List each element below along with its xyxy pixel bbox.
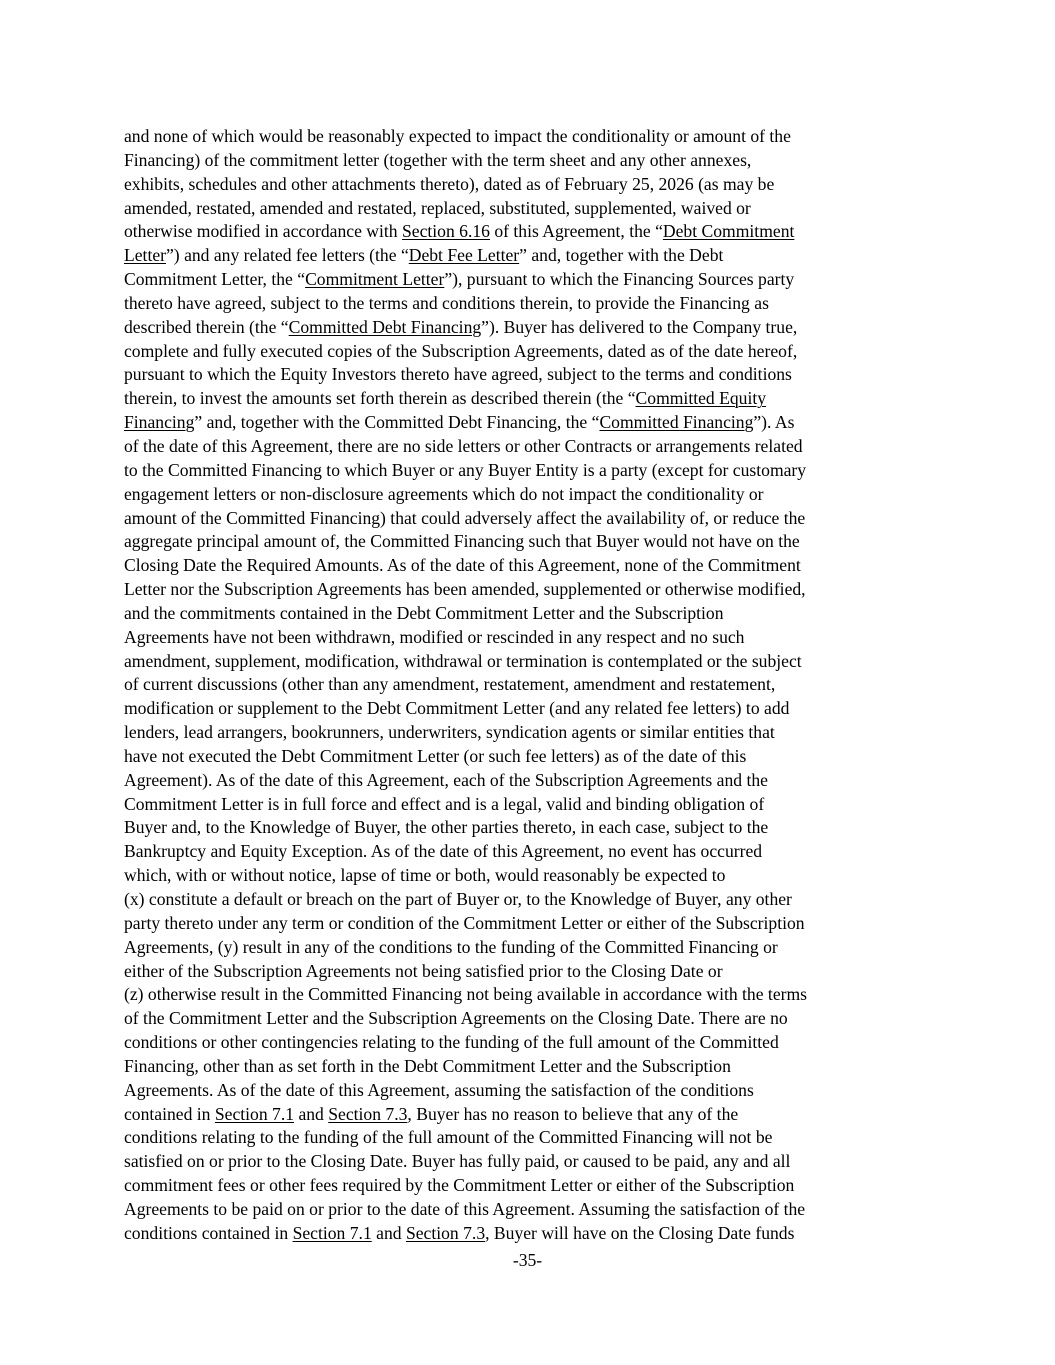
text-run: ”). Buyer has delivered to the Company true,	[481, 316, 798, 337]
text-run: Letter nor the Subscription Agreements has been amended, supplemented or otherwise modified,	[124, 579, 806, 600]
text-run: which, with or without notice, lapse of time or both, would reasonably be expected to	[124, 865, 726, 886]
text-run: Commitment Letter is in full force and effect and is a legal, valid and binding obligation of	[124, 793, 765, 814]
text-line	[124, 816, 936, 840]
text-run: Agreements to be paid on or prior to the date of this Agreement. Assuming the satisfaction of the	[124, 1198, 806, 1219]
text-run: to the Committed Financing to which Buyer or any Buyer Entity is a party (except for customary	[124, 459, 807, 480]
text-line	[124, 650, 936, 674]
text-line	[124, 220, 936, 244]
text-line	[124, 268, 936, 292]
text-line	[124, 1055, 936, 1079]
text-run: of the date of this Agreement, there are no side letters or other Contracts or arrangements related	[124, 435, 803, 456]
body-paragraph	[124, 125, 936, 1246]
text-run: conditions or other contingencies relating to the funding of the full amount of the Committed	[124, 1032, 779, 1053]
defined-term-reference: Financing	[124, 412, 195, 433]
text-line	[124, 840, 936, 864]
text-run: contained in	[124, 1103, 215, 1124]
text-line	[124, 1174, 936, 1198]
defined-term-reference: Letter	[124, 245, 166, 266]
text-line	[124, 554, 936, 578]
text-run: modification or supplement to the Debt Commitment Letter (and any related fee letters) to add	[124, 698, 790, 719]
text-run: lenders, lead arrangers, bookrunners, underwriters, syndication agents or similar entities that	[124, 722, 775, 743]
defined-term-reference: Committed Debt Financing	[288, 316, 482, 337]
text-line	[124, 173, 936, 197]
text-line	[124, 1079, 936, 1103]
text-line	[124, 1126, 936, 1150]
text-line	[124, 888, 936, 912]
text-run: amount of the Committed Financing) that could adversely affect the availability of, or reduce the	[124, 507, 806, 528]
defined-term-reference: Section 7.3	[405, 1222, 486, 1243]
text-line	[124, 1198, 936, 1222]
text-run: party thereto under any term or condition of the Commitment Letter or either of the Subscription	[124, 912, 805, 933]
text-line	[124, 244, 936, 268]
defined-term-reference: Debt Fee Letter	[408, 245, 520, 266]
text-run: aggregate principal amount of, the Committed Financing such that Buyer would not have on the	[124, 531, 800, 552]
text-line	[124, 316, 936, 340]
text-run: conditions contained in	[124, 1222, 293, 1243]
page-number: -35-	[512, 1250, 543, 1270]
text-line	[124, 411, 936, 435]
defined-term-reference: Committed Equity	[635, 388, 767, 409]
defined-term-reference: Section 6.16	[401, 221, 490, 242]
text-run: amended, restated, amended and restated, replaced, substituted, supplemented, waived or	[124, 197, 751, 218]
text-line	[124, 602, 936, 626]
text-run: Closing Date the Required Amounts. As of the date of this Agreement, none of the Commitment	[124, 555, 801, 576]
defined-term-reference: Section 7.1	[214, 1103, 295, 1124]
text-run: pursuant to which the Equity Investors thereto have agreed, subject to the terms and conditions	[124, 364, 792, 385]
defined-term-reference: Section 7.3	[328, 1103, 408, 1124]
text-line	[124, 769, 936, 793]
text-line	[124, 1150, 936, 1174]
text-line	[124, 387, 936, 411]
text-line	[124, 483, 936, 507]
text-run: (z) otherwise result in the Committed Financing not being available in accordance with the terms	[124, 984, 808, 1005]
text-run: commitment fees or other fees required by the Commitment Letter or either of the Subscription	[124, 1175, 795, 1196]
text-run: either of the Subscription Agreements not being satisfied prior to the Closing Date or	[124, 960, 723, 981]
text-line	[124, 1103, 936, 1127]
text-run: and the commitments contained in the Debt Commitment Letter and the Subscription	[124, 602, 724, 623]
text-line	[124, 507, 936, 531]
text-line	[124, 578, 936, 602]
text-run: of this Agreement, the “	[489, 221, 663, 242]
text-line	[124, 912, 936, 936]
text-line	[124, 125, 936, 149]
text-run: ” and, together with the Committed Debt Financing, the “	[194, 412, 600, 433]
text-line	[124, 864, 936, 888]
text-run: and	[294, 1103, 329, 1124]
text-run: engagement letters or non-disclosure agreements which do not impact the conditionality or	[124, 483, 764, 504]
text-run: of current discussions (other than any amendment, restatement, amendment and restatement,	[124, 674, 776, 695]
text-line	[124, 745, 936, 769]
text-run: ”) and any related fee letters (the “	[166, 245, 409, 266]
text-line	[124, 697, 936, 721]
text-run: Agreements. As of the date of this Agreement, assuming the satisfaction of the conditions	[124, 1079, 754, 1100]
text-line	[124, 363, 936, 387]
text-run: Commitment Letter, the “	[124, 269, 306, 290]
text-line	[124, 673, 936, 697]
text-run: therein, to invest the amounts set forth therein as described therein (the “	[124, 388, 636, 409]
defined-term-reference: Debt Commitment	[662, 221, 795, 242]
defined-term-reference: Committed Financing	[599, 412, 754, 433]
text-run: and none of which would be reasonably expected to impact the conditionality or amount of the	[124, 126, 791, 146]
text-run: , Buyer has no reason to believe that any of the	[407, 1103, 739, 1124]
text-line	[124, 1031, 936, 1055]
text-line	[124, 721, 936, 745]
text-run: Financing, other than as set forth in the Debt Commitment Letter and the Subscription	[124, 1055, 731, 1076]
defined-term-reference: Commitment Letter	[305, 269, 445, 290]
text-line	[124, 530, 936, 554]
text-line	[124, 292, 936, 316]
text-run: otherwise modified in accordance with	[124, 221, 402, 242]
text-line	[124, 960, 936, 984]
text-run: Agreement). As of the date of this Agreement, each of the Subscription Agreements and the	[124, 769, 768, 790]
text-line	[124, 983, 936, 1007]
text-line	[124, 435, 936, 459]
text-run: conditions relating to the funding of the full amount of the Committed Financing will not be	[124, 1127, 773, 1148]
text-line	[124, 1222, 936, 1246]
text-run: (x) constitute a default or breach on the part of Buyer or, to the Knowledge of Buyer, any other	[124, 889, 792, 909]
text-run: Financing) of the commitment letter (together with the term sheet and any other annexes,	[124, 149, 752, 170]
text-run: ”), pursuant to which the Financing Sources party	[444, 269, 795, 290]
text-run: ”). As	[753, 412, 795, 433]
text-run: thereto have agreed, subject to the terms and conditions therein, to provide the Financing as	[124, 292, 769, 313]
text-run: exhibits, schedules and other attachments thereto), dated as of February 25, 2026 (as may be	[124, 173, 775, 194]
text-run: ” and, together with the Debt	[519, 245, 724, 266]
text-run: Agreements, (y) result in any of the conditions to the funding of the Committed Financing or	[124, 936, 778, 957]
text-line	[124, 626, 936, 650]
text-line	[124, 197, 936, 221]
text-run: of the Commitment Letter and the Subscription Agreements on the Closing Date. There are no	[124, 1008, 788, 1029]
text-run: , Buyer will have on the Closing Date funds	[485, 1222, 795, 1243]
text-line	[124, 459, 936, 483]
text-line	[124, 340, 936, 364]
text-run: Agreements have not been withdrawn, modified or rescinded in any respect and no such	[124, 626, 745, 647]
text-run: satisfied on or prior to the Closing Date. Buyer has fully paid, or caused to be paid, any and all	[124, 1151, 791, 1172]
text-line	[124, 936, 936, 960]
text-run: complete and fully executed copies of the Subscription Agreements, dated as of the date hereof,	[124, 340, 798, 361]
text-run: have not executed the Debt Commitment Letter (or such fee letters) as of the date of this	[124, 745, 747, 766]
text-line	[124, 149, 936, 173]
text-run: Buyer and, to the Knowledge of Buyer, the other parties thereto, in each case, subject to the	[124, 817, 769, 838]
text-run: amendment, supplement, modification, withdrawal or termination is contemplated or the subject	[124, 650, 802, 671]
text-line	[124, 793, 936, 817]
text-run: described therein (the “	[124, 316, 289, 337]
text-line	[124, 1007, 936, 1031]
defined-term-reference: Section 7.1	[292, 1222, 372, 1243]
text-run: and	[371, 1222, 406, 1243]
text-run: Bankruptcy and Equity Exception. As of the date of this Agreement, no event has occurred	[124, 841, 763, 862]
